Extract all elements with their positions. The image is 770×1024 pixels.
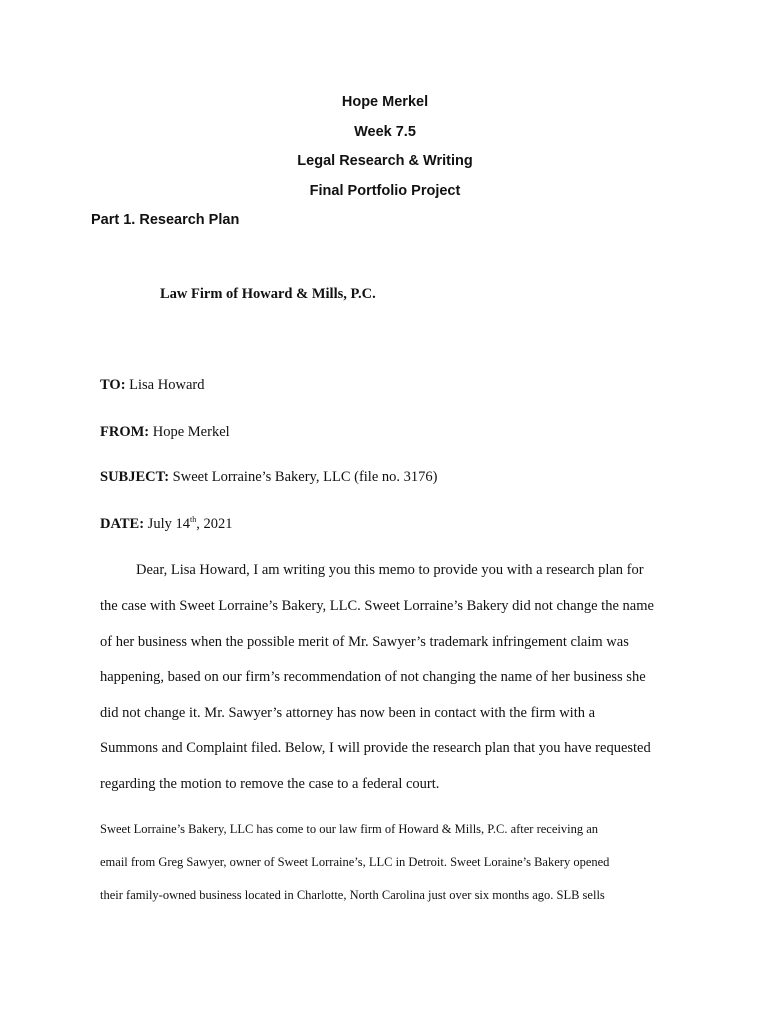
memo-subject-label: SUBJECT: <box>100 469 170 485</box>
paragraph2-line: Sweet Lorraine’s Bakery, LLC has come to our law firm of Howard & Mills, P.C. after receiving an <box>100 822 599 836</box>
memo-date <box>100 516 232 533</box>
memo-to-value: Lisa Howard <box>129 377 205 393</box>
week-label: Week 7.5 <box>354 124 416 140</box>
paragraph1-line: the case with Sweet Lorraine’s Bakery, LLC. Sweet Lorraine’s Bakery did not change the name <box>100 598 654 614</box>
memo-from <box>100 424 230 441</box>
paragraph2-line: their family-owned business located in Charlotte, North Carolina just over six months ago. SLB sells <box>100 888 605 902</box>
project-title: Final Portfolio Project <box>309 183 461 199</box>
paragraph1-line: Dear, Lisa Howard, I am writing you this memo to provide you with a research plan for <box>136 562 644 578</box>
paragraph1-line: of her business when the possible merit of Mr. Sawyer’s trademark infringement claim was <box>100 634 629 650</box>
memo-from-value: Hope Merkel <box>152 424 230 440</box>
section-heading: Part 1. Research Plan <box>91 212 240 228</box>
paragraph1-line: did not change it. Mr. Sawyer’s attorney has now been in contact with the firm with a <box>100 705 596 721</box>
course-title: Legal Research & Writing <box>297 153 473 169</box>
paragraph1-line: Summons and Complaint filed. Below, I will provide the research plan that you have requested <box>100 740 651 756</box>
paragraph1-line: regarding the motion to remove the case to a federal court. <box>100 776 440 792</box>
firm-name: Law Firm of Howard & Mills, P.C. <box>160 286 376 302</box>
paragraph1-line: happening, based on our firm’s recommendation of not changing the name of her business she <box>100 669 646 685</box>
memo-to <box>100 377 204 394</box>
memo-subject-value: Sweet Lorraine’s Bakery, LLC (file no. 3176) <box>172 469 438 485</box>
memo-date-suffix: , 2021 <box>196 516 233 532</box>
memo-subject <box>100 469 437 486</box>
memo-from-label: FROM: <box>100 424 150 440</box>
memo-date-sup: th <box>189 515 197 525</box>
memo-date-prefix: July 14 <box>147 516 190 532</box>
author-name: Hope Merkel <box>341 94 429 110</box>
paragraph2-line: email from Greg Sawyer, owner of Sweet Lorraine’s, LLC in Detroit. Sweet Loraine’s Bakery opened <box>100 855 610 869</box>
memo-to-label: TO: <box>100 377 126 393</box>
memo-date-label: DATE: <box>100 516 145 532</box>
memo-date-value <box>148 516 233 532</box>
